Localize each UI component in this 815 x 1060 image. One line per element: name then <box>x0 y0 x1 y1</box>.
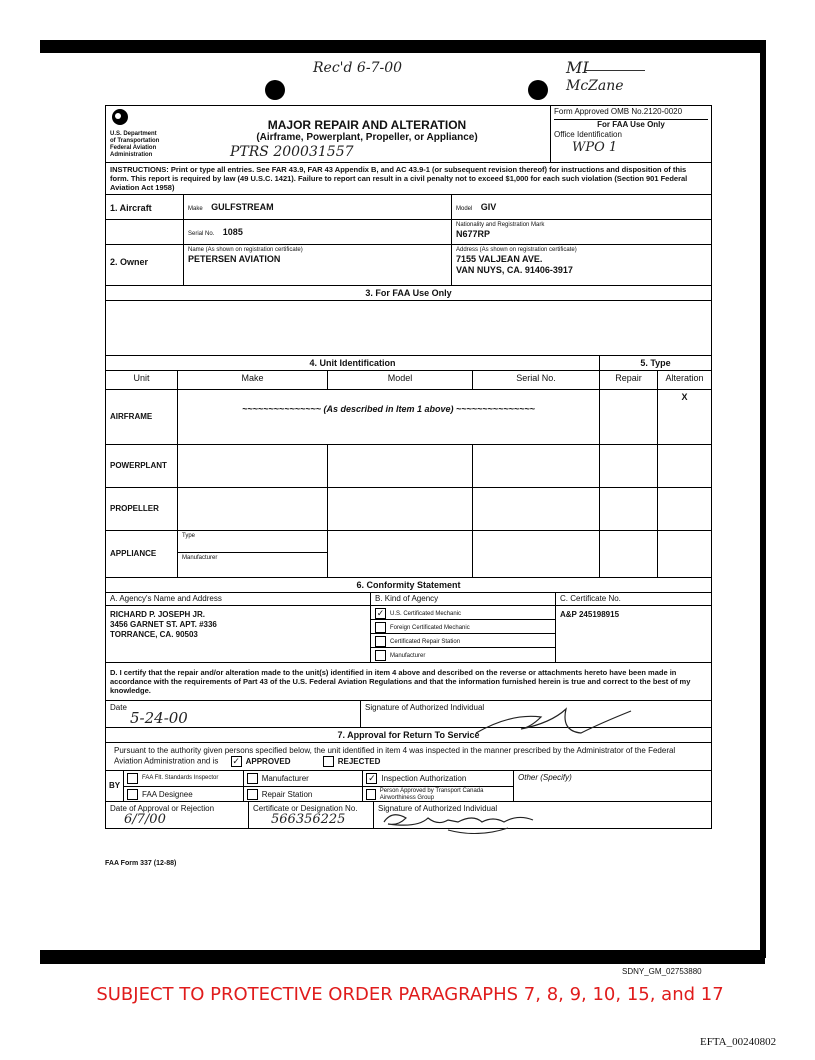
protective-order-notice: SUBJECT TO PROTECTIVE ORDER PARAGRAPHS 7, 8, 9, 10, 15, and 17 <box>96 984 724 1005</box>
other-specify-label: Other (Specify) <box>518 773 572 782</box>
make-value: GULFSTREAM <box>211 202 274 212</box>
aircraft-label-spacer <box>106 220 184 244</box>
certification-statement-row <box>106 663 711 701</box>
make-cell <box>184 195 452 219</box>
col-repair: Repair <box>600 371 658 389</box>
unit-row-powerplant <box>106 445 711 488</box>
kind-option-us-mechanic[interactable]: ✓ U.S. Certificated Mechanic <box>371 606 555 620</box>
office-id-value: WPO 1 <box>572 140 618 155</box>
make-label: Make <box>188 206 203 212</box>
aircraft-label: 1. Aircraft <box>106 195 184 219</box>
checkbox-icon[interactable] <box>366 789 375 800</box>
aircraft-row-2 <box>106 220 711 245</box>
date-cell <box>106 701 361 727</box>
approval-statement-cell <box>106 743 711 770</box>
appliance-label: APPLIANCE <box>106 531 178 577</box>
appliance-type-label: Type <box>178 531 327 553</box>
conformity-title: 6. Conformity Statement <box>356 580 461 590</box>
agency-address-line: TORRANCE, CA. 90503 <box>110 630 198 639</box>
date-signature-row <box>106 701 711 728</box>
unit-id-title: 4. Unit Identification <box>106 356 600 370</box>
nationality-value: N677RP <box>456 229 491 239</box>
unit-row-propeller <box>106 488 711 531</box>
unit-row-appliance <box>106 531 711 578</box>
option-repair-station[interactable]: Repair Station <box>244 787 364 802</box>
col-serial: Serial No. <box>473 371 600 389</box>
rejected-option[interactable]: REJECTED <box>323 757 381 766</box>
handwritten-signature-top: McZane <box>566 78 624 94</box>
model-label: Model <box>456 206 473 212</box>
checkbox-icon[interactable] <box>127 789 138 800</box>
agency-line: Federal Aviation <box>110 145 157 151</box>
approval-details-row <box>106 802 711 828</box>
instructions-row <box>106 163 711 195</box>
agency-line: U.S. Department <box>110 131 157 137</box>
agency-name: RICHARD P. JOSEPH JR. <box>110 610 205 619</box>
propeller-label: PROPELLER <box>106 488 178 530</box>
checkbox-checked-icon[interactable]: ✓ <box>232 756 240 766</box>
option-transport-canada[interactable]: Person Approved by Transport Canada Airworthiness Group <box>363 787 513 802</box>
airframe-label: AIRFRAME <box>106 390 178 444</box>
by-label: BY <box>106 771 124 801</box>
checkbox-checked-icon[interactable]: ✓ <box>376 608 385 618</box>
faa-use-label: For FAA Use Only <box>554 119 708 130</box>
initials-line <box>585 70 645 71</box>
approval-signature-cell <box>374 802 711 828</box>
approval-date-cell <box>106 802 249 828</box>
agency-line: of Transportation <box>110 138 160 144</box>
date-label: Date <box>110 703 127 712</box>
owner-address-line: VAN NUYS, CA. 91406-3917 <box>456 265 573 275</box>
checkbox-icon[interactable] <box>375 650 386 661</box>
aircraft-row-1 <box>106 195 711 220</box>
owner-name-value: PETERSEN AVIATION <box>188 254 281 264</box>
faa-use-block <box>551 106 711 162</box>
kind-option-manufacturer[interactable]: Manufacturer <box>371 648 555 662</box>
serial-value: 1085 <box>222 227 243 237</box>
ptrs-number: PTRS 200031557 <box>230 144 354 160</box>
owner-name-cell <box>184 245 452 285</box>
scan-right-bar <box>760 40 766 958</box>
form-subtitle: (Airframe, Powerplant, Propeller, or Appliance) <box>256 132 478 143</box>
col-unit: Unit <box>106 371 178 389</box>
approval-signature-label: Signature of Authorized Individual <box>378 804 498 813</box>
faa-use-title-row <box>106 286 711 301</box>
conformity-header-row <box>106 593 711 606</box>
conformity-body-row <box>106 606 711 663</box>
approval-date-label: Date of Approval or Rejection <box>110 804 215 813</box>
agency-name-label: A. Agency's Name and Address <box>106 593 371 605</box>
checkbox-icon[interactable] <box>127 773 138 784</box>
scan-top-bar <box>40 40 765 53</box>
owner-address-label: Address (As shown on registration certificate) <box>456 247 577 253</box>
owner-row <box>106 245 711 286</box>
approval-cert-value: 566356225 <box>271 812 346 827</box>
model-value: GIV <box>480 202 497 212</box>
option-faa-designee[interactable]: FAA Designee <box>124 787 244 802</box>
option-manufacturer[interactable]: Manufacturer <box>244 771 364 786</box>
kind-option-foreign-mechanic[interactable]: Foreign Certificated Mechanic <box>371 620 555 634</box>
date-value: 5-24-00 <box>130 709 188 727</box>
agency-address-cell <box>106 606 371 662</box>
checkbox-checked-icon[interactable]: ✓ <box>368 773 376 783</box>
office-id-label: Office Identification <box>554 130 622 139</box>
nationality-cell <box>452 220 711 244</box>
type-title: 5. Type <box>640 358 671 368</box>
agency-line: Administration <box>110 152 153 158</box>
dot-logo-icon <box>110 108 132 126</box>
approval-by-row <box>106 771 711 802</box>
owner-address-cell <box>452 245 711 285</box>
signature-cell <box>361 701 711 727</box>
efta-id: EFTA_00240802 <box>700 1036 777 1048</box>
powerplant-label: POWERPLANT <box>106 445 178 487</box>
owner-name-label: Name (As shown on registration certificate) <box>188 247 303 253</box>
approval-statement: Pursuant to the authority given persons specified below, the unit identified in item 4 was inspected in the manner prescribed by the Administrator of the Federal Aviation Administration and is <box>114 746 676 766</box>
approval-cert-label: Certificate or Designation No. <box>253 804 358 813</box>
col-make: Make <box>178 371 328 389</box>
faa-use-title: 3. For FAA Use Only <box>365 288 452 298</box>
serial-cell <box>184 220 452 244</box>
option-faa-inspector[interactable]: FAA Flt. Standards Inspector <box>124 771 244 786</box>
scan-bottom-bar <box>40 950 765 964</box>
form-header <box>106 106 711 163</box>
checkbox-icon[interactable] <box>247 789 258 800</box>
serial-label: Serial No. <box>188 231 215 237</box>
kind-options <box>371 606 556 662</box>
bates-number: SDNY_GM_02753880 <box>622 967 702 976</box>
checkbox-icon[interactable] <box>323 756 334 767</box>
punch-hole <box>528 80 548 100</box>
agency-block <box>106 106 184 162</box>
form-number: FAA Form 337 (12-88) <box>105 860 177 867</box>
approval-cert-cell <box>249 802 374 828</box>
signature-scribble-icon <box>471 703 641 743</box>
unit-row-airframe <box>106 390 711 445</box>
signature-label: Signature of Authorized Individual <box>365 703 485 712</box>
approved-option[interactable]: ✓ APPROVED <box>232 756 291 766</box>
certification-statement: D. I certify that the repair and/or alteration made to the unit(s) identified in item 4 above and described on the reverse or attachments hereto have been made in accordance with the requirements of Part 43 of the U.S. Federal Aviation Regulations and that the information furnished herein is true and correct to the best of my knowledge. <box>110 668 691 695</box>
received-stamp-handwritten: Rec'd 6-7-00 <box>313 60 403 76</box>
kind-option-repair-station[interactable]: Certificated Repair Station <box>371 634 555 648</box>
unit-header-row <box>106 371 711 390</box>
approval-statement-row <box>106 743 711 771</box>
faa-form-337 <box>105 105 712 829</box>
faa-use-body <box>106 301 711 356</box>
approval-options <box>124 771 514 801</box>
approval-title: 7. Approval for Return To Service <box>337 730 480 740</box>
title-block <box>184 106 551 162</box>
kind-agency-label: B. Kind of Agency <box>371 593 556 605</box>
unit-id-title-row <box>106 356 711 371</box>
agency-address-line: 3456 GARNET ST. APT. #336 <box>110 620 217 629</box>
checkbox-icon[interactable] <box>247 773 258 784</box>
col-alteration: Alteration <box>665 373 704 383</box>
airframe-description: ~~~~~~~~~~~~~~~ (As described in Item 1 above) ~~~~~~~~~~~~~~~ <box>178 390 600 444</box>
instructions-text: INSTRUCTIONS: Print or type all entries. See FAR 43.9, FAR 43 Appendix B, and AC 43.9-1 (or subsequent revision thereof) for instructions and disposition of this form. This report is required by law (49 U.S.C. 1421). Failure to report can result in a civil penalty not to exceed $1,000 for each such violation (Section 901 Federal Aviation Act 1958) <box>110 165 688 192</box>
form-approved: Form Approved OMB No.2120-0020 <box>554 107 683 116</box>
col-model: Model <box>328 371 473 389</box>
owner-label: 2. Owner <box>106 245 184 285</box>
conformity-title-row <box>106 578 711 593</box>
option-inspection-authorization[interactable]: ✓ Inspection Authorization <box>368 773 467 783</box>
airframe-alteration-mark: X <box>681 392 688 402</box>
checkbox-icon[interactable] <box>375 636 386 647</box>
punch-hole <box>265 80 285 100</box>
model-cell <box>452 195 711 219</box>
approval-date-value: 6/7/00 <box>124 812 166 827</box>
checkbox-icon[interactable] <box>375 622 386 633</box>
certificate-label: C. Certificate No. <box>560 594 621 603</box>
appliance-manufacturer-label: Manufacturer <box>182 555 218 561</box>
nationality-label: Nationality and Registration Mark <box>456 222 545 228</box>
owner-address-line: 7155 VALJEAN AVE. <box>456 254 543 264</box>
form-title: MAJOR REPAIR AND ALTERATION <box>267 118 467 132</box>
handwritten-initials: MI <box>566 58 589 77</box>
certificate-value: A&P 245198915 <box>560 610 620 619</box>
approver-signature-icon <box>378 808 558 834</box>
